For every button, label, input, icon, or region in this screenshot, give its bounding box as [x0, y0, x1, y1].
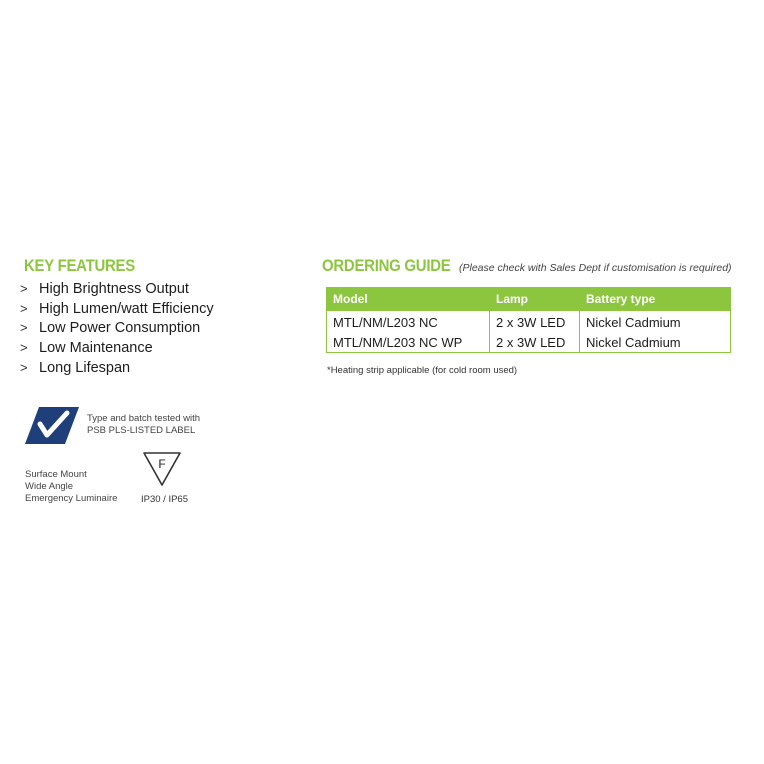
f-mark-letter: F: [158, 457, 166, 471]
feature-item: [20, 360, 214, 380]
header-lamp: Lamp: [490, 288, 580, 311]
feature-item: [20, 281, 214, 301]
chevron-right-icon: >: [20, 359, 28, 375]
cell-battery: Nickel Cadmium: [580, 311, 731, 333]
chevron-right-icon: >: [20, 320, 28, 336]
table-row: [327, 311, 731, 333]
chevron-right-icon: >: [20, 281, 28, 296]
psb-checkmark-logo: [25, 407, 79, 444]
table-header-row: [327, 288, 731, 311]
chevron-right-icon: >: [20, 300, 28, 316]
feature-item: [20, 301, 214, 321]
psb-line-1: Type and batch tested with: [87, 413, 201, 424]
key-features-list: [20, 281, 214, 379]
key-features-title: KEY FEATURES: [24, 256, 135, 275]
chevron-right-icon: >: [20, 340, 28, 356]
cell-lamp: 2 x 3W LED: [490, 311, 580, 333]
ordering-guide-note: (Please check with Sales Dept if customisation is required): [459, 262, 732, 274]
header-battery-type: Battery type: [580, 288, 731, 311]
cell-lamp: 2 x 3W LED: [490, 332, 580, 353]
header-model: Model: [327, 288, 490, 311]
description-line-1: Surface Mount: [25, 469, 87, 480]
feature-label: High Lumen/watt Efficiency: [39, 300, 214, 317]
ordering-table: [326, 287, 731, 353]
cell-model: MTL/NM/L203 NC: [327, 311, 490, 333]
feature-label: High Brightness Output: [39, 281, 189, 297]
psb-label-text: [87, 413, 200, 437]
feature-item: [20, 340, 214, 360]
psb-line-2: PSB PLS-LISTED LABEL: [87, 425, 196, 436]
feature-label: Long Lifespan: [39, 359, 131, 376]
feature-label: Low Maintenance: [39, 340, 153, 357]
feature-item: [20, 320, 214, 340]
feature-label: Low Power Consumption: [39, 320, 201, 337]
table-row: [327, 332, 731, 353]
cell-battery: Nickel Cadmium: [580, 332, 731, 353]
description-line-2: Wide Angle: [25, 481, 74, 492]
ordering-guide-title: ORDERING GUIDE: [322, 256, 451, 275]
cell-model: MTL/NM/L203 NC WP: [327, 332, 490, 353]
description-line-3: Emergency Luminaire: [25, 493, 118, 504]
product-description: [25, 469, 117, 505]
f-mark-triangle-icon: [142, 451, 182, 487]
ip-rating: IP30 / IP65: [141, 494, 189, 505]
ordering-footnote: *Heating strip applicable (for cold room used): [327, 365, 518, 376]
